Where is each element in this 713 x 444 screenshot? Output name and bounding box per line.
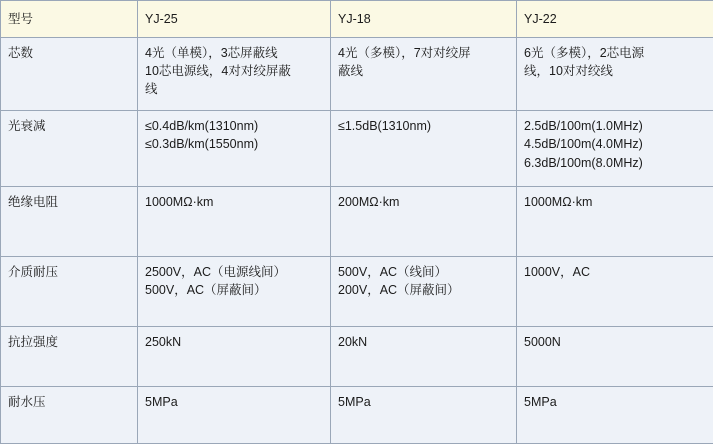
row-label: 介质耐压 <box>1 256 138 326</box>
cell-line: 1000MΩ·km <box>524 195 593 210</box>
column-header-model: 型号 <box>1 1 138 38</box>
cell-line: 5000N <box>524 334 561 349</box>
table-cell <box>517 387 713 444</box>
table-cell <box>138 387 331 444</box>
cell-line: 线 <box>145 82 158 97</box>
cell-line: 2.5dB/100m(1.0MHz) <box>524 119 643 134</box>
cell-line: 500V，AC（线间） <box>338 264 448 279</box>
table-cell <box>138 111 331 187</box>
table-cell <box>517 326 713 387</box>
table-cell <box>331 256 517 326</box>
cell-line: 5MPa <box>338 395 371 410</box>
table-row <box>1 256 713 326</box>
table-cell <box>331 326 517 387</box>
table-row <box>1 387 713 444</box>
column-header-yj18: YJ-18 <box>331 1 517 38</box>
table-cell <box>331 38 517 111</box>
cell-line: ≤0.4dB/km(1310nm) <box>145 119 259 134</box>
table-cell <box>331 111 517 187</box>
table-cell <box>138 256 331 326</box>
cell-line: 4.5dB/100m(4.0MHz) <box>524 137 643 152</box>
cell-line: ≤1.5dB(1310nm) <box>338 119 432 134</box>
cell-line: 4光（多模），7对对绞屏 <box>338 46 471 60</box>
table-cell <box>331 387 517 444</box>
cell-line: 200V，AC（屏蔽间） <box>338 283 460 298</box>
row-label: 光衰减 <box>1 111 138 187</box>
table-row <box>1 111 713 187</box>
table-row <box>1 187 713 257</box>
table-header-row <box>1 1 713 38</box>
table-cell <box>517 187 713 257</box>
cell-line: 250kN <box>145 334 182 349</box>
cell-line: 5MPa <box>145 395 178 410</box>
row-label: 绝缘电阻 <box>1 187 138 257</box>
cell-line: 5MPa <box>524 395 557 410</box>
cell-line: 20kN <box>338 334 368 349</box>
cell-line: 200MΩ·km <box>338 195 400 210</box>
cell-line: 2500V，AC（电源线间） <box>145 264 287 279</box>
cell-line: 1000V，AC <box>524 264 591 279</box>
row-label: 耐水压 <box>1 387 138 444</box>
cell-line: 4光（单模），3芯屏蔽线 <box>145 46 278 60</box>
cell-line: 6.3dB/100m(8.0MHz) <box>524 155 643 170</box>
table-cell <box>331 187 517 257</box>
table-cell <box>517 256 713 326</box>
row-label: 芯数 <box>1 38 138 111</box>
cell-line: 蔽线 <box>338 64 364 79</box>
column-header-yj22: YJ-22 <box>517 1 713 38</box>
cell-line: 1000MΩ·km <box>145 195 214 210</box>
cell-line: ≤0.3dB/km(1550nm) <box>145 137 259 152</box>
table-row <box>1 38 713 111</box>
table-cell <box>517 111 713 187</box>
table-cell <box>517 38 713 111</box>
cell-line: 10芯电源线，4对对绞屏蔽 <box>145 64 291 79</box>
table-cell <box>138 187 331 257</box>
cell-line: 6光（多模），2芯电源 <box>524 46 645 60</box>
row-label: 抗拉强度 <box>1 326 138 387</box>
cell-line: 500V，AC（屏蔽间） <box>145 283 267 298</box>
table-cell <box>138 326 331 387</box>
table-row <box>1 326 713 387</box>
cell-line: 线，10对对绞线 <box>524 64 613 79</box>
column-header-yj25: YJ-25 <box>138 1 331 38</box>
table-cell <box>138 38 331 111</box>
